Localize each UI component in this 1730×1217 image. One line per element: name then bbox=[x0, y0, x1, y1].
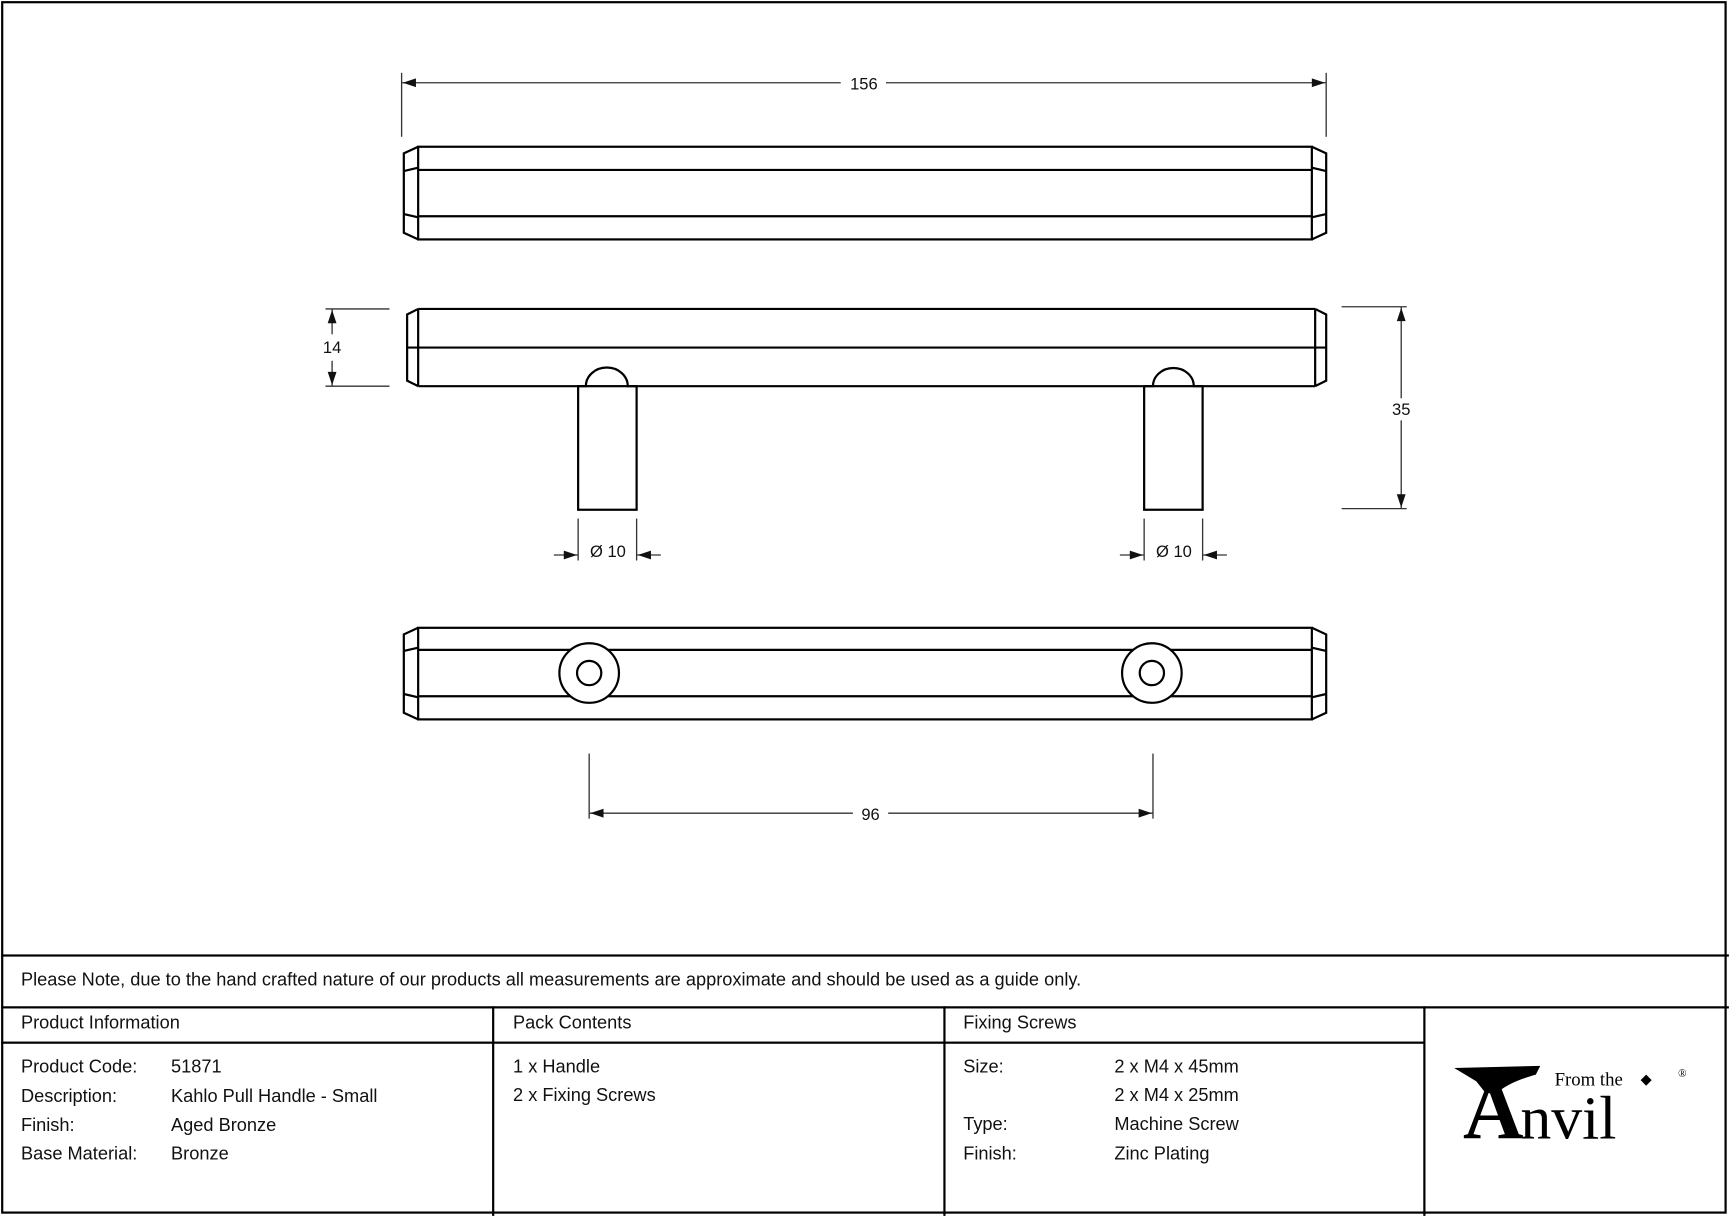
dimension-projection: 35 bbox=[1392, 399, 1411, 419]
logo-brand: nvil bbox=[1520, 1084, 1617, 1150]
dimension-leg-diameter-right: Ø 10 bbox=[1155, 542, 1192, 562]
base-material-value: Bronze bbox=[171, 1144, 229, 1165]
logo-tagline: From the bbox=[1554, 1069, 1623, 1091]
finish-label: Finish: bbox=[20, 1115, 75, 1136]
screw-type-label: Type: bbox=[963, 1114, 1008, 1135]
screw-size-value: 2 x M4 x 45mm bbox=[1114, 1057, 1239, 1077]
fixing-screws-heading: Fixing Screws bbox=[963, 1012, 1077, 1033]
registered-mark: ® bbox=[1678, 1067, 1687, 1080]
dimension-arrowheads bbox=[328, 78, 1406, 817]
bottom-view bbox=[404, 628, 1326, 720]
screw-size-value-2: 2 x M4 x 25mm bbox=[1114, 1085, 1239, 1106]
header-row-divider bbox=[1, 1042, 1424, 1044]
base-material-label: Base Material: bbox=[20, 1144, 138, 1165]
screw-size-label: Size: bbox=[963, 1057, 1004, 1077]
dimension-centres: 96 bbox=[861, 804, 880, 824]
top-view bbox=[404, 147, 1326, 240]
from-the-anvil-logo bbox=[1452, 1061, 1695, 1149]
pack-item: 1 x Handle bbox=[513, 1057, 601, 1077]
dimension-overall-length: 156 bbox=[850, 74, 878, 94]
column-divider-2 bbox=[943, 1006, 945, 1216]
side-view bbox=[406, 309, 1326, 510]
pack-contents-heading: Pack Contents bbox=[513, 1012, 632, 1033]
dimension-leg-diameter-left: Ø 10 bbox=[589, 542, 626, 562]
finish-value: Aged Bronze bbox=[171, 1115, 277, 1136]
diamond-icon bbox=[1641, 1075, 1652, 1086]
product-code-label: Product Code: bbox=[20, 1057, 138, 1077]
screw-finish-label: Finish: bbox=[963, 1144, 1017, 1165]
column-divider-3 bbox=[1423, 1006, 1425, 1216]
column-divider-1 bbox=[492, 1006, 494, 1216]
product-code-value: 51871 bbox=[171, 1057, 222, 1077]
title-block-divider bbox=[1, 1006, 1729, 1008]
pack-item: 2 x Fixing Screws bbox=[513, 1085, 656, 1106]
description-value: Kahlo Pull Handle - Small bbox=[171, 1086, 378, 1107]
screw-finish-value: Zinc Plating bbox=[1114, 1144, 1210, 1165]
product-information-heading: Product Information bbox=[20, 1012, 180, 1033]
logo-initial: A bbox=[1463, 1064, 1524, 1150]
dimension-bar-height: 14 bbox=[322, 338, 342, 358]
anvil-icon bbox=[1452, 1061, 1695, 1149]
screw-type-value: Machine Screw bbox=[1114, 1114, 1239, 1135]
title-block-top-border bbox=[1, 954, 1729, 956]
description-label: Description: bbox=[20, 1086, 118, 1107]
measurement-note: Please Note, due to the hand crafted nature of our products all measurements are approximate and should be used as a guide only. bbox=[20, 969, 1082, 990]
